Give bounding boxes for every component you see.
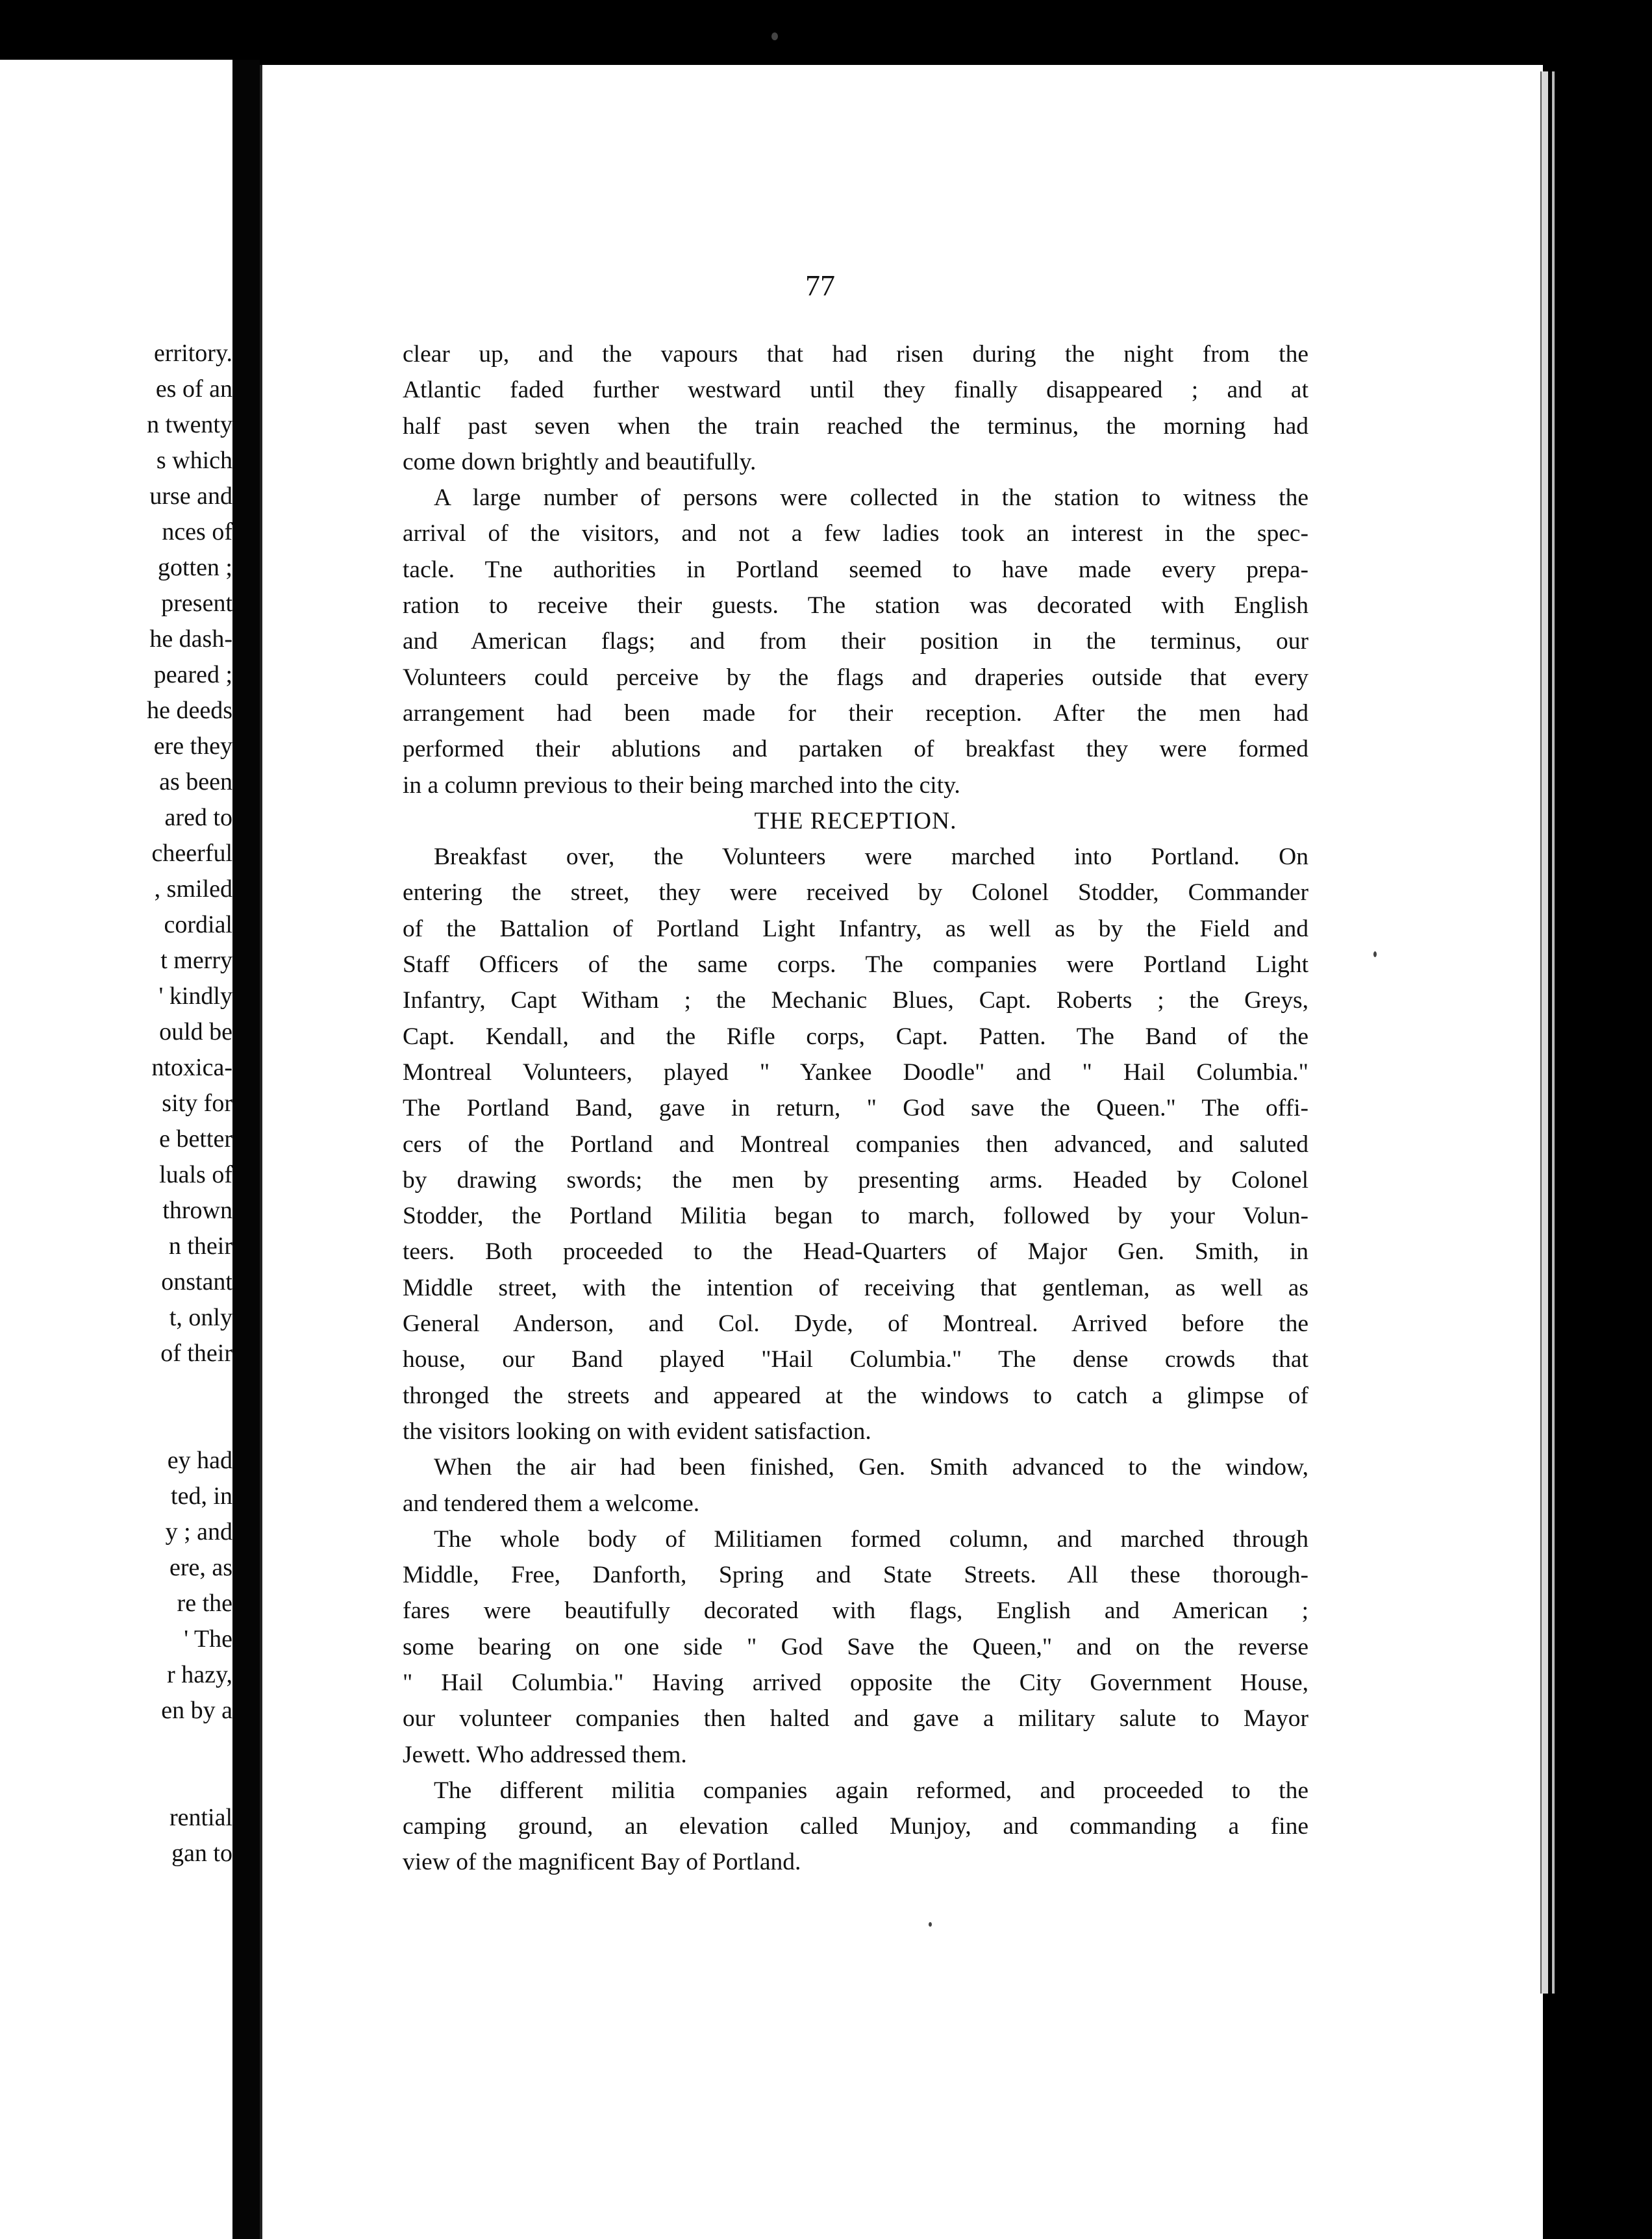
text-line: clear up, and the vapours that had risen during the night from the	[403, 341, 1308, 368]
text-line: Jewett. Who addressed them.	[403, 1741, 687, 1768]
left-text-line: ared to	[164, 804, 232, 831]
section-heading: THE RECEPTION.	[754, 807, 957, 834]
left-text-line: he dash-	[149, 625, 232, 653]
text-line: The Portland Band, gave in return, " God save the Queen." The offi-	[403, 1095, 1308, 1122]
page-gutter	[232, 60, 260, 2239]
left-text-line: ere, as	[169, 1554, 232, 1581]
left-text-line: as been	[159, 768, 232, 795]
text-line: Montreal Volunteers, played " Yankee Doodle" and " Hail Columbia."	[403, 1058, 1308, 1086]
scan-speck	[929, 1922, 932, 1927]
left-text-line: ould be	[159, 1018, 232, 1045]
text-line: come down brightly and beautifully.	[403, 448, 757, 475]
scan-speck	[771, 32, 778, 40]
text-line: The different militia companies again reformed, and proceeded to the	[434, 1777, 1308, 1804]
left-text-line: nces of	[162, 518, 232, 545]
left-page-fragment	[0, 60, 232, 2239]
text-line: " Hail Columbia." Having arrived opposite the City Government House,	[403, 1669, 1308, 1696]
text-line: house, our Band played "Hail Columbia." The dense crowds that	[403, 1346, 1308, 1373]
text-line: arrival of the visitors, and not a few ladies took an interest in the spec-	[403, 520, 1308, 547]
page-edge	[1540, 71, 1548, 1994]
text-line: ration to receive their guests. The station was decorated with English	[403, 592, 1308, 619]
left-page-text	[12, 336, 232, 1871]
text-line: thronged the streets and appeared at the windows to catch a glimpse of	[403, 1382, 1308, 1409]
left-text-line: n twenty	[147, 411, 232, 438]
text-line: teers. Both proceeded to the Head-Quarters of Major Gen. Smith, in	[403, 1238, 1308, 1266]
left-text-line: es of an	[155, 375, 232, 403]
left-text-line: erritory.	[154, 340, 232, 367]
left-text-line: cheerful	[151, 840, 232, 867]
left-text-line: onstant	[161, 1268, 232, 1295]
left-text-line: ted, in	[171, 1482, 232, 1510]
left-text-line: r hazy,	[167, 1661, 232, 1688]
text-line: entering the street, they were received by Colonel Stodder, Commander	[403, 879, 1308, 907]
text-line: and tendered them a welcome.	[403, 1490, 700, 1517]
left-text-line: of their	[160, 1340, 232, 1367]
text-line: Volunteers could perceive by the flags and draperies outside that every	[403, 664, 1308, 691]
left-text-line: e better	[159, 1125, 232, 1153]
text-line: Capt. Kendall, and the Rifle corps, Capt. Patten. The Band of the	[403, 1023, 1308, 1050]
text-line: The whole body of Militiamen formed column, and marched through	[434, 1525, 1308, 1553]
left-text-line: gan to	[171, 1840, 232, 1867]
text-line: Stodder, the Portland Militia began to march, followed by your Volun-	[403, 1203, 1308, 1230]
left-text-line: , smiled	[154, 875, 232, 903]
text-line: When the air had been finished, Gen. Smith advanced to the window,	[434, 1454, 1308, 1481]
left-text-line: n their	[168, 1232, 232, 1260]
text-line: Middle street, with the intention of receiving that gentleman, as well as	[403, 1274, 1308, 1301]
text-line: Breakfast over, the Volunteers were marched into Portland. On	[434, 844, 1308, 871]
left-text-line: sity for	[162, 1090, 232, 1117]
body-text	[403, 336, 1308, 1881]
text-line: the visitors looking on with evident satisfaction.	[403, 1418, 871, 1445]
left-text-line: en by a	[161, 1697, 232, 1724]
text-line: Staff Officers of the same corps. The companies were Portland Light	[403, 951, 1308, 979]
left-text-line: thrown	[162, 1197, 232, 1224]
scan-speck	[1373, 951, 1377, 957]
text-line: performed their ablutions and partaken of breakfast they were formed	[403, 736, 1308, 763]
text-line: some bearing on one side " God Save the Queen," and on the reverse	[403, 1633, 1308, 1660]
left-text-line	[12, 1371, 232, 1443]
left-text-line: ntoxica-	[151, 1054, 232, 1081]
text-line: of the Battalion of Portland Light Infantry, as well as by the Field and	[403, 915, 1308, 942]
left-text-line: peared ;	[153, 661, 232, 688]
text-line: Middle, Free, Danforth, Spring and State Streets. All these thorough-	[403, 1562, 1308, 1589]
left-text-line: y ; and	[165, 1518, 232, 1545]
left-text-line: cordial	[164, 911, 232, 938]
left-text-line: rential	[169, 1804, 232, 1831]
left-text-line: ' kindly	[158, 982, 232, 1010]
text-line: view of the magnificent Bay of Portland.	[403, 1849, 801, 1876]
left-text-line	[12, 1729, 232, 1800]
text-line: our volunteer companies then halted and gave a military salute to Mayor	[403, 1705, 1308, 1732]
left-text-line: he deeds	[147, 697, 232, 724]
left-text-line: urse and	[149, 482, 232, 510]
text-line: and American flags; and from their position in the terminus, our	[403, 628, 1308, 655]
left-text-line: ey had	[167, 1447, 232, 1474]
text-line: Atlantic faded further westward until they finally disappeared ; and at	[403, 377, 1308, 404]
left-text-line: luals of	[159, 1161, 232, 1188]
text-line: tacle. Tne authorities in Portland seemed to have made every prepa-	[403, 556, 1308, 583]
left-text-line: ' The	[184, 1625, 232, 1653]
text-line: fares were beautifully decorated with flags, English and American ;	[403, 1597, 1308, 1625]
text-line: A large number of persons were collected in the station to witness the	[434, 484, 1308, 512]
text-line: half past seven when the train reached the terminus, the morning had	[403, 412, 1308, 440]
left-text-line: gotten ;	[157, 554, 232, 581]
text-line: arrangement had been made for their reception. After the men had	[403, 699, 1308, 727]
left-text-line: t, only	[169, 1304, 232, 1331]
left-text-line: s which	[156, 447, 232, 474]
left-text-line: ere they	[153, 732, 232, 760]
text-line: camping ground, an elevation called Munjoy, and commanding a fine	[403, 1813, 1308, 1840]
left-text-line: present	[161, 590, 232, 617]
text-line: General Anderson, and Col. Dyde, of Montreal. Arrived before the	[403, 1310, 1308, 1338]
left-text-line: re the	[177, 1590, 232, 1617]
page-edge-inner	[1552, 71, 1555, 1994]
text-line: in a column previous to their being marched into the city.	[403, 771, 960, 799]
text-line: by drawing swords; the men by presenting arms. Headed by Colonel	[403, 1166, 1308, 1194]
page-number: 77	[805, 269, 835, 302]
left-text-line: t merry	[160, 947, 232, 974]
text-line: Infantry, Capt Witham ; the Mechanic Blues, Capt. Roberts ; the Greys,	[403, 987, 1308, 1014]
text-line: cers of the Portland and Montreal companies then advanced, and saluted	[403, 1131, 1308, 1158]
